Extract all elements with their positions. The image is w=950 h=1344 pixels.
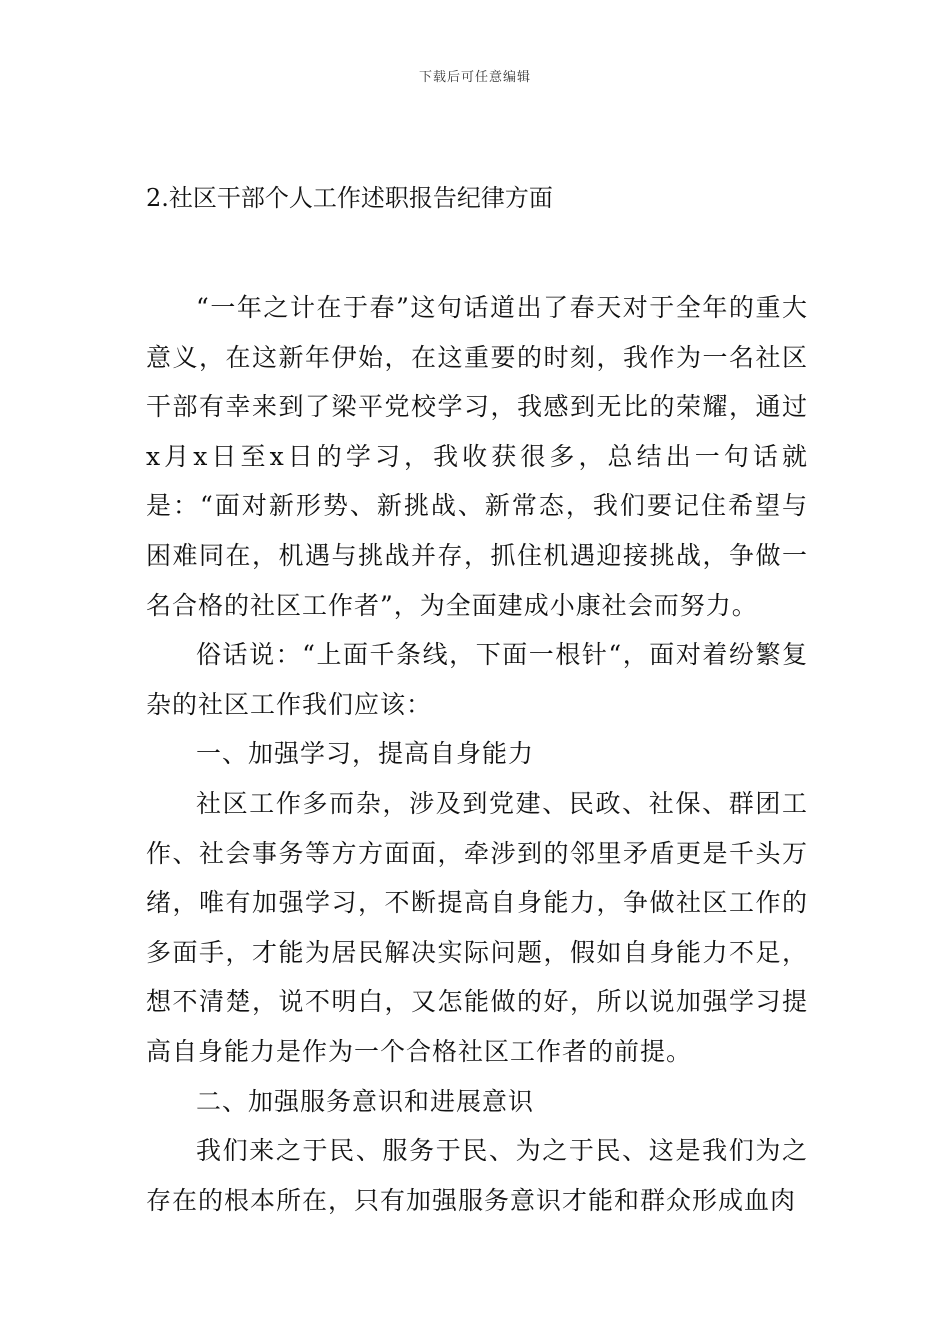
document-title: 2.社区干部个人工作述职报告纪律方面 bbox=[146, 184, 553, 212]
paragraph-saying: 俗话说：“上面千条线，下面一根针“，面对着纷繁复杂的社区工作我们应该： bbox=[146, 640, 808, 719]
paragraph-intro: “一年之计在于春”这句话道出了春天对于全年的重大意义，在这新年伊始，在这重要的时刻，我作为一名社区干部有幸来到了梁平党校学习，我感到无比的荣耀，通过x月x日至x日的学习，我收获很多，总结出一句话就是：“面对新形势、新挑战、新常态，我们要记住希望与困难同在，机遇与挑战并存，抓住机遇迎接挑战，争做一名合格的社区工作者”，为全面建成小康社会而努力。 bbox=[146, 293, 808, 620]
header-note: 下载后可任意编辑 bbox=[418, 70, 531, 85]
paragraph-study: 社区工作多而杂，涉及到党建、民政、社保、群团工作、社会事务等方方面面，牵涉到的邻里矛盾更是千头万绪，唯有加强学习，不断提高自身能力，争做社区工作的多面手，才能为居民解决实际问题，假如自身能力不足，想不清楚，说不明白，又怎能做的好，所以说加强学习提高自身能力是作为一个合格社区工作者的前提。 bbox=[146, 788, 808, 1066]
document-body bbox=[146, 283, 808, 1225]
section-heading-two: 二、加强服务意识和进展意识 bbox=[196, 1086, 535, 1116]
paragraph-service: 我们来之于民、服务于民、为之于民、这是我们为之存在的根本所在，只有加强服务意识才能和群众形成血肉 bbox=[146, 1136, 808, 1215]
section-heading-one: 一、加强学习，提高自身能力 bbox=[196, 739, 535, 769]
